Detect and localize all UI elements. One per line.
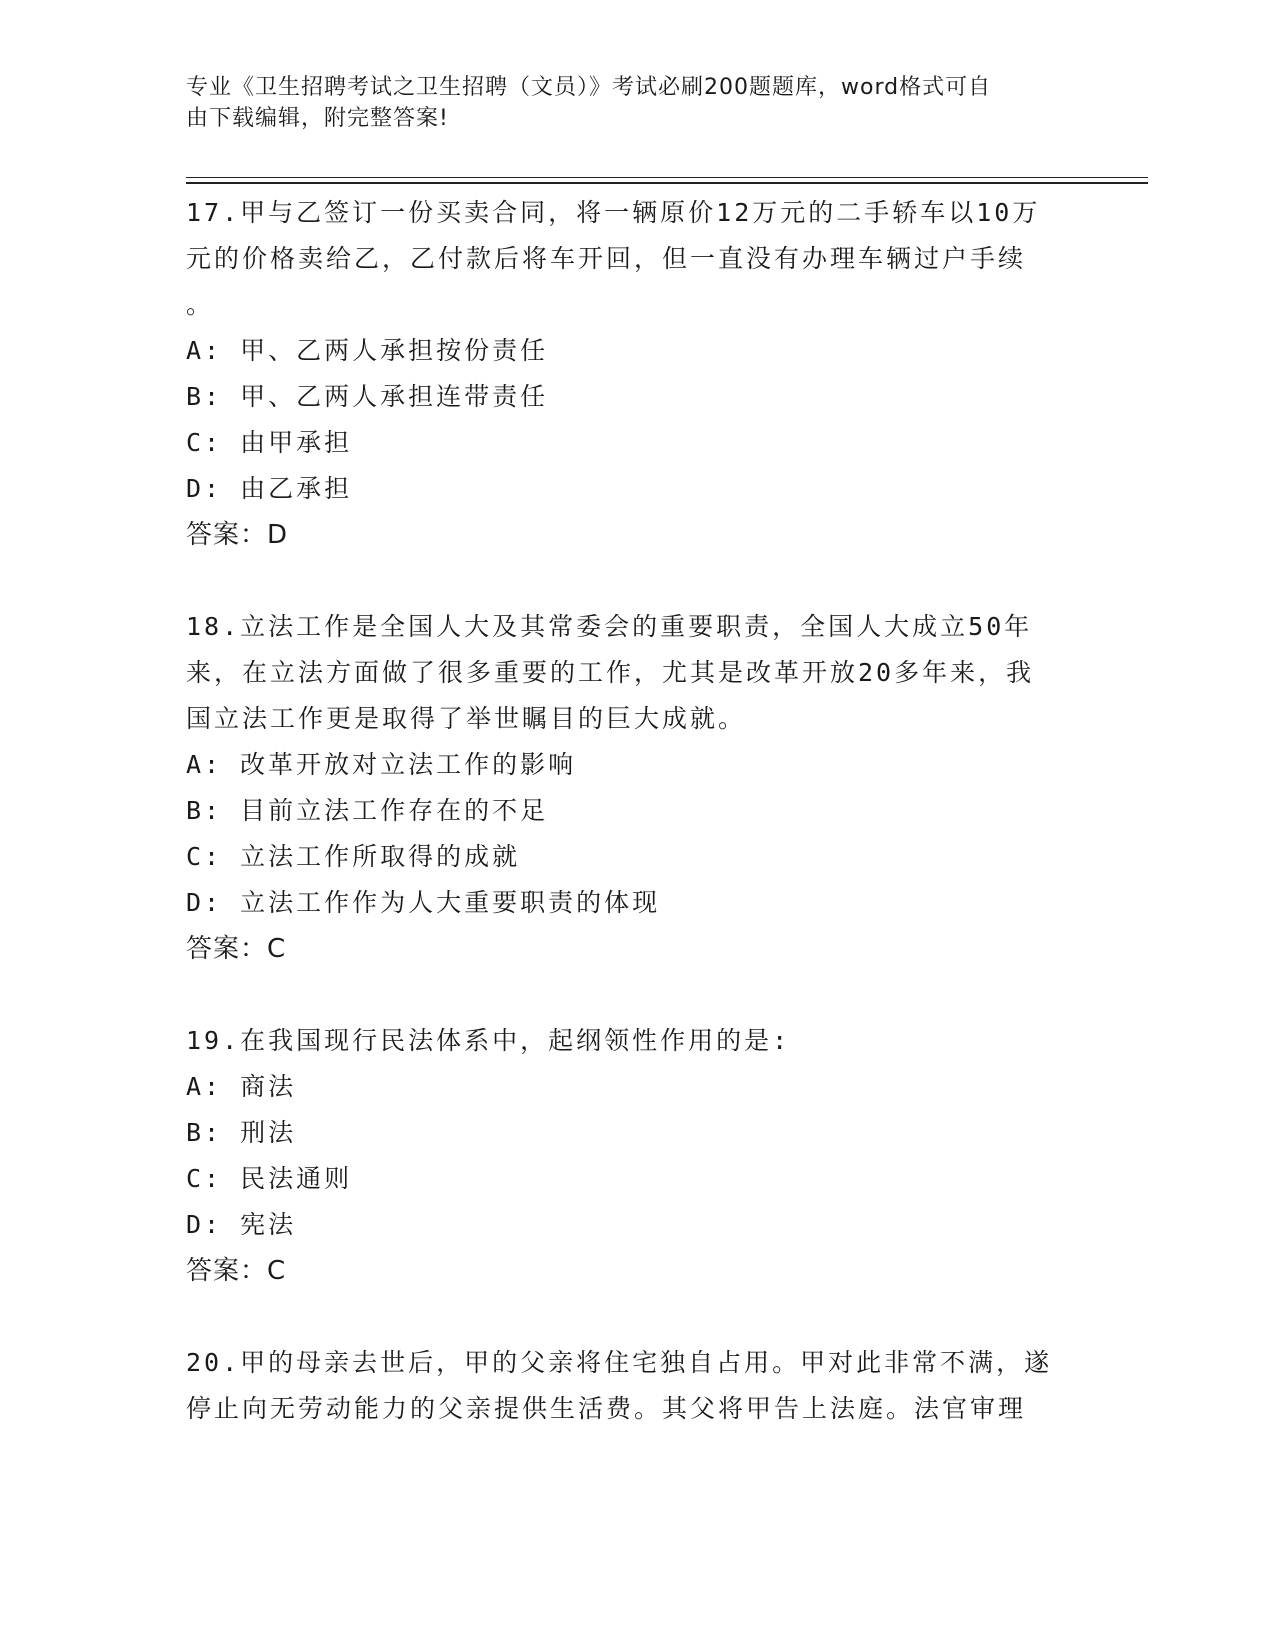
- header-divider-thick: [186, 182, 1148, 184]
- question-stem-line: 元的价格卖给乙，乙付款后将车开回，但一直没有办理车辆过户手续: [186, 244, 1027, 273]
- question-18: [186, 604, 1086, 972]
- question-stem-line: 17.甲与乙签订一份买卖合同，将一辆原价12万元的二手轿车以10万: [186, 198, 1041, 227]
- option-b: B: 甲、乙两人承担连带责任: [186, 382, 549, 411]
- question-20: [186, 1340, 1086, 1432]
- option-b: B: 目前立法工作存在的不足: [186, 796, 549, 825]
- question-stem-line: 来，在立法方面做了很多重要的工作，尤其是改革开放20多年来，我: [186, 658, 1035, 687]
- question-17: [186, 190, 1086, 558]
- header-line-2: 由下载编辑，附完整答案!: [186, 106, 449, 131]
- answer-label: 答案：D: [186, 520, 289, 550]
- option-a: A: 商法: [186, 1072, 297, 1101]
- option-c: C: 由甲承担: [186, 428, 353, 457]
- document-header: [186, 72, 1056, 134]
- answer-label: 答案：C: [186, 934, 287, 964]
- question-stem-line: 20.甲的母亲去世后，甲的父亲将住宅独自占用。甲对此非常不满，遂: [186, 1348, 1053, 1377]
- option-c: C: 立法工作所取得的成就: [186, 842, 521, 871]
- option-a: A: 改革开放对立法工作的影响: [186, 750, 577, 779]
- question-stem-line: 国立法工作更是取得了举世瞩目的巨大成就。: [186, 704, 747, 733]
- option-d: D: 宪法: [186, 1210, 297, 1239]
- option-b: B: 刑法: [186, 1118, 297, 1147]
- option-d: D: 立法工作作为人大重要职责的体现: [186, 888, 661, 917]
- question-stem-line: 。: [186, 290, 215, 319]
- question-list: [186, 190, 1086, 1432]
- option-d: D: 由乙承担: [186, 474, 353, 503]
- question-stem-line: 停止向无劳动能力的父亲提供生活费。其父将甲告上法庭。法官审理: [186, 1394, 1027, 1423]
- question-19: [186, 1018, 1086, 1294]
- answer-label: 答案：C: [186, 1256, 287, 1286]
- question-stem-line: 18.立法工作是全国人大及其常委会的重要职责，全国人大成立50年: [186, 612, 1033, 641]
- header-line-1: 专业《卫生招聘考试之卫生招聘（文员）》考试必刷200题题库，word格式可自: [186, 75, 992, 100]
- option-a: A: 甲、乙两人承担按份责任: [186, 336, 549, 365]
- option-c: C: 民法通则: [186, 1164, 353, 1193]
- header-divider-thin: [186, 177, 1148, 178]
- question-stem-line: 19.在我国现行民法体系中，起纲领性作用的是:: [186, 1026, 791, 1055]
